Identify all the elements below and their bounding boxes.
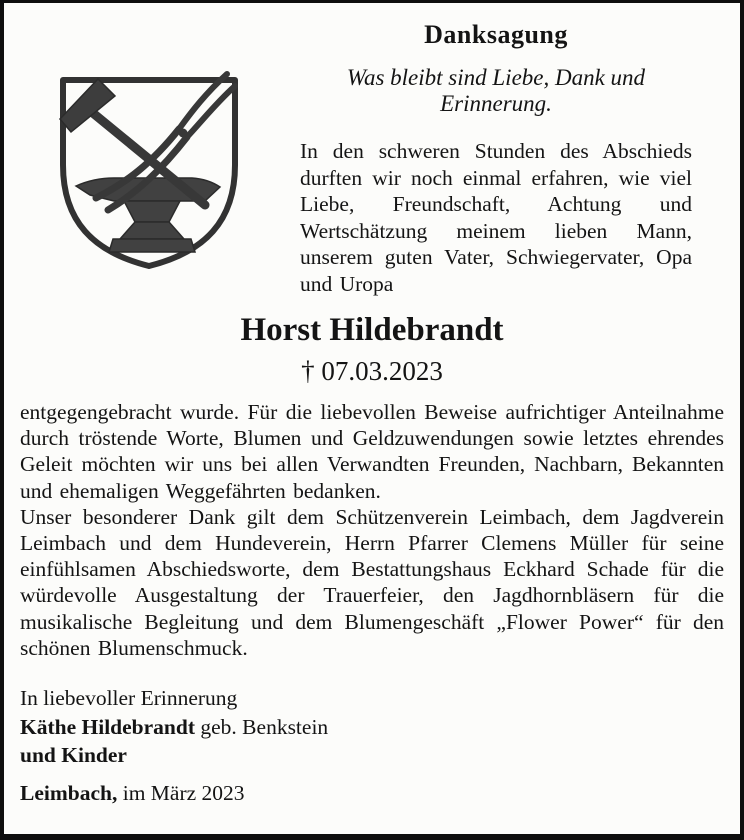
closing-line-3: und Kinder — [20, 743, 127, 768]
notice-title: Danksagung — [424, 20, 568, 49]
closing-line-2 — [20, 713, 724, 742]
thanks-paragraph-2: Unser besonderer Dank gilt dem Schützenverein Leimbach, dem Jagdverein Leimbach und dem Hundeverein, Herrn Pfarrer Clemens Müller für seine einfühlsamen Abschiedsworte, dem Bestattungshaus Eckhard Schade für die würdevolle Ausgestaltung der Trauerfeier, den Jagdhornbläsern für die musikalische Begleitung und dem Blumengeschäft „Flower Power“ für den schönen Blumenschmuck. — [20, 504, 724, 660]
widow-name: Käthe Hildebrandt — [20, 714, 196, 739]
deceased-name: Horst Hildebrandt — [240, 312, 504, 348]
emblem-column — [20, 7, 300, 273]
thanks-body — [20, 399, 724, 661]
closing-block — [20, 684, 724, 770]
thanks-paragraph-1: entgegengebracht wurde. Für die liebevollen Beweise aufrichtiger Anteilnahme durch tröstende Worte, Blumen und Geldzuwendungen sowie letztes ehrendes Geleit möchten wir uns bei allen Verwandten Freunden, Nachbarn, Bekannten und ehemaligen Weggefährten bedanken. — [20, 400, 724, 503]
header-text-column — [300, 7, 692, 297]
closing-line-1: In liebevoller Erinnerung — [20, 686, 238, 711]
blacksmith-crest-icon — [56, 71, 241, 273]
notice-date: im März 2023 — [117, 780, 245, 805]
place-date-line — [20, 779, 724, 807]
death-date: † 07.03.2023 — [301, 356, 443, 386]
notice-header — [20, 7, 724, 297]
widow-maiden-name: geb. Benkstein — [195, 714, 329, 739]
place-name: Leimbach, — [20, 780, 118, 805]
intro-paragraph: In den schweren Stunden des Abschieds durften wir noch einmal erfahren, wie viel Liebe, Freundschaft, Achtung und Wertschätzung meinem lieben Mann, unserem guten Vater, Schwiegervater, Opa und Uropa — [300, 139, 692, 296]
epigraph: Was bleibt sind Liebe, Dank und Erinnerung. — [346, 65, 646, 116]
